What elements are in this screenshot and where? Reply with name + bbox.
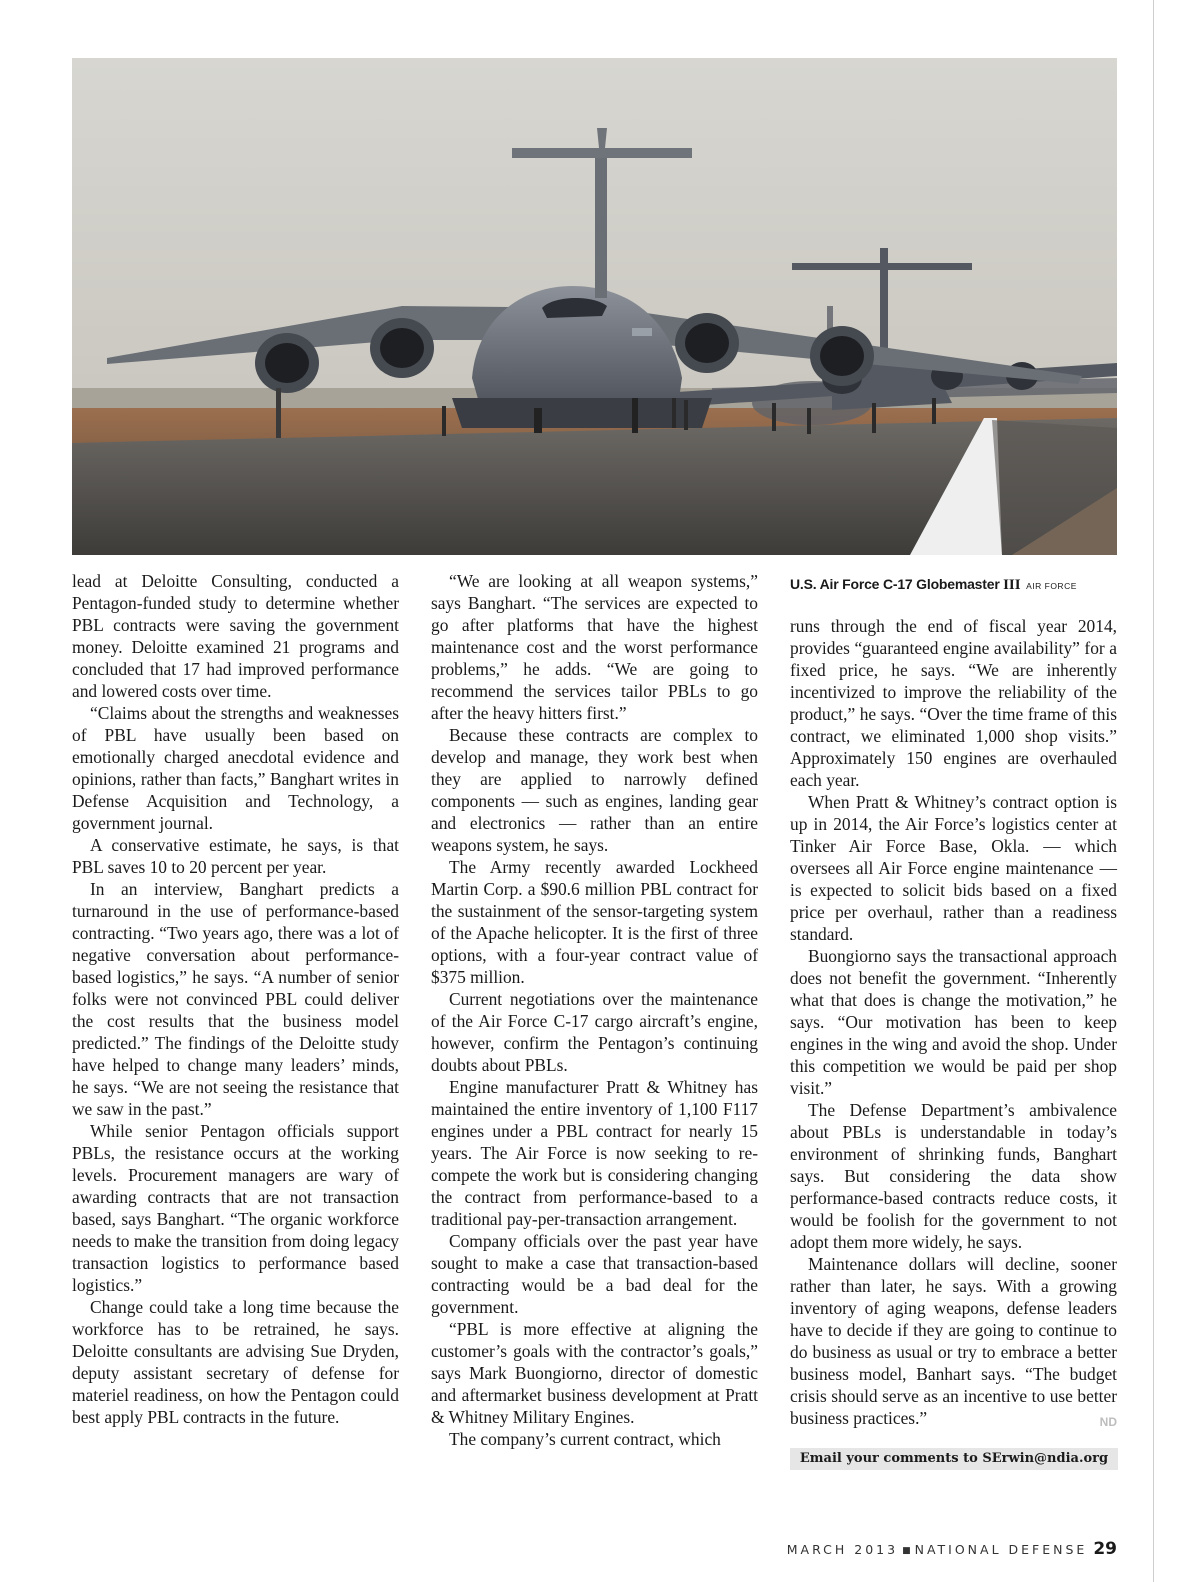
paragraph: A conservative estimate, he says, is that PBL saves 10 to 20 percent per year.: [72, 835, 399, 877]
email-prefix: Email your comments to: [799, 1451, 983, 1466]
paragraph: Buongiorno says the transactional approach does not benefit the government. “Inherently what that does is change the motivation,” he says. “Our motivation has been to keep engines in the wing and avoid the shop. Under this competition we would be paid per shop visit.”: [790, 946, 1117, 1098]
paragraph: While senior Pentagon officials support PBLs, the resistance occurs at the working levels. Procurement managers are wary of awarding contracts that are not transaction based, says Banghart. “The organic workforce needs to make the transition from doing legacy transaction logistics to performance based logistics.”: [72, 1121, 399, 1295]
paragraph: In an interview, Banghart predicts a turnaround in the use of performance-based contracting. “Two years ago, there was a lot of negative conversation about performance-based logistics,” he says. “A number of senior folks were not convinced PBL could deliver the cost results that the business model predicted.” The findings of the Deloitte study have helped to change many leaders’ minds, he says. “We are not seeing the resistance that we saw in the past.”: [72, 879, 399, 1119]
footer-bullet: ■: [902, 1546, 911, 1556]
paragraph: “We are looking at all weapon systems,” says Banghart. “The services are expected to go after platforms that have the highest maintenance cost and the worst performance problems,” he adds. “We are going to recommend the services tailor PBLs to go after the heavy hitters first.”: [431, 571, 758, 723]
paragraph: lead at Deloitte Consulting, conducted a Pentagon-funded study to determine whether PBL contracts were saving the government money. Deloitte examined 21 programs and concluded that 17 had improved performance and lowered costs over time.: [72, 571, 399, 701]
paragraph: runs through the end of fiscal year 2014, provides “guaranteed engine availability” for a fixed price, he says. “We are inherently incentivized to improve the reliability of the product,” he says. “Over the time frame of this contract, we eliminated 1,000 shop visits.” Approximately 150 engines are overhauled each year.: [790, 616, 1117, 790]
paragraph: Because these contracts are complex to develop and manage, they work best when they are applied to narrowly defined components — such as engines, landing gear and electronics — rather than an entire weapons system, he says.: [431, 725, 758, 855]
photo-caption: [790, 575, 1120, 595]
paragraph: “Claims about the strengths and weaknesses of PBL have usually been based on emotionally charged anecdotal evidence and opinions, rather than facts,” Banghart writes in Defense Acquisition and Technology, a government journal.: [72, 703, 399, 833]
caption-title: U.S. Air Force C-17 Globemaster: [790, 576, 1000, 592]
paragraph: Company officials over the past year have sought to make a case that transaction-based contracting would be a bad deal for the government.: [431, 1231, 758, 1317]
email-address-link[interactable]: SErwin@ndia.org: [982, 1451, 1109, 1466]
issue-date: MARCH 2013: [786, 1542, 899, 1557]
page-footer: [787, 1539, 1117, 1559]
email-comments-box: [790, 1448, 1118, 1470]
article-column-2: [431, 570, 758, 1450]
paragraph: The company’s current contract, which: [449, 1429, 721, 1449]
publication-name: NATIONAL DEFENSE: [914, 1542, 1088, 1557]
paragraph: “PBL is more effective at aligning the customer’s goals with the contractor’s goals,” says Mark Buongiorno, director of domestic and aftermarket business development at Pratt & Whitney Military Engines.: [431, 1319, 758, 1427]
paragraph-last: [790, 1253, 1117, 1429]
paragraph: Change could take a long time because the workforce has to be retrained, he says. Deloitte consultants are advising Sue Dryden, deputy assistant secretary of defense for materiel readiness, on how the Pentagon could best apply PBL contracts in the future.: [72, 1297, 399, 1427]
paragraph-text: Maintenance dollars will decline, sooner rather than later, he says. With a growing inventory of aging weapons, defense leaders have to decide if they are going to continue to do business as usual or try to embrace a better business model, Banhart says. “The budget crisis should serve as an incentive to use better business practices.”: [790, 1254, 1117, 1428]
end-mark: ND: [1099, 1415, 1117, 1429]
paragraph: When Pratt & Whitney’s contract option is up in 2014, the Air Force’s logistics center at Tinker Air Force Base, Okla. — which oversees all Air Force engine maintenance — is expected to solicit bids based on a fixed price per overhaul, rather than a readiness standard.: [790, 792, 1117, 944]
paragraph: The Army recently awarded Lockheed Martin Corp. a $90.6 million PBL contract for the sustainment of the sensor-targeting system of the Apache helicopter. It is the first of three options, with a four-year contract value of $375 million.: [431, 857, 758, 987]
caption-roman-numeral: III: [1003, 577, 1021, 593]
aircraft-photo: [72, 58, 1117, 555]
paragraph: Current negotiations over the maintenance of the Air Force C-17 cargo aircraft’s engine, however, confirm the Pentagon’s continuing doubts about PBLs.: [431, 989, 758, 1075]
page-edge-line: [1153, 0, 1154, 1582]
article-column-3: [790, 615, 1117, 1433]
article-column-1: [72, 570, 399, 1428]
paragraph: Engine manufacturer Pratt & Whitney has maintained the entire inventory of 1,100 F117 engines under a PBL contract for nearly 15 years. The Air Force is now seeking to re-compete the work but is considering changing the contract from performance-based to a traditional pay-per-transaction arrangement.: [431, 1077, 758, 1229]
photo-credit: AIR FORCE: [1026, 581, 1077, 591]
paragraph: The Defense Department’s ambivalence about PBLs is understandable in today’s environment of shrinking funds, Banghart says. But considering the data show performance-based contracts reduce costs, it would be foolish for the government to not adopt them more widely, he says.: [790, 1100, 1117, 1252]
page-number: 29: [1093, 1539, 1117, 1559]
